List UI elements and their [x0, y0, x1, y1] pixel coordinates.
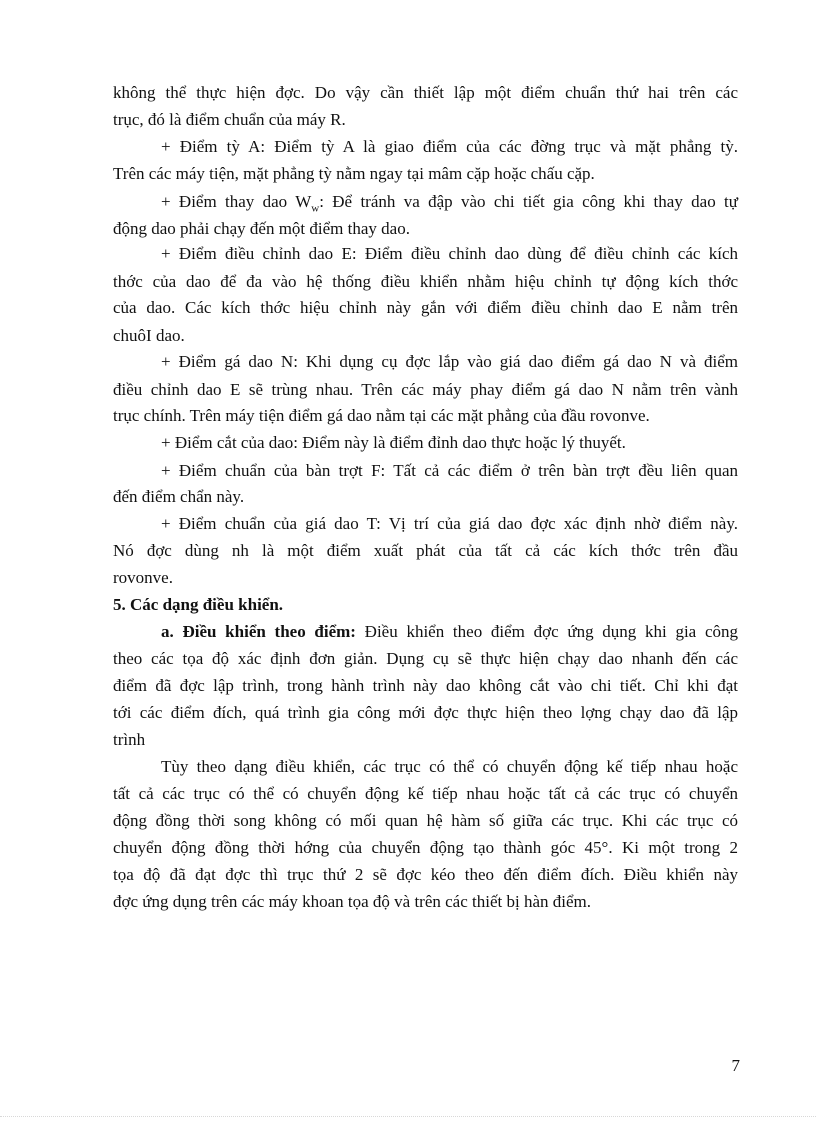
- text-span: theo các tọa độ xác định đơn giản. Dụng cụ sẽ thực hiện chạy dao nhanh đến các: [113, 649, 738, 668]
- text-span: rovonve.: [113, 568, 173, 587]
- text-span: tọa độ đã đạt đợc thì trục thứ 2 sẽ đợc kéo theo đến điểm đích. Điều khiển này: [113, 865, 738, 884]
- text-span: động đồng thời song không có mối quan hệ hàm số giữa các trục. Khi các trục có: [113, 811, 738, 830]
- text-span: không thể thực hiện đợc. Do vậy cần thiết lập một điểm chuẩn thứ hai trên các: [113, 83, 738, 102]
- text-line: [161, 461, 738, 481]
- subheading-text: a. Điều khiển theo điểm:: [161, 622, 356, 641]
- text-span: + Điểm chuẩn của giá dao T: Vị trí của giá dao đợc xác định nhờ điểm này.: [161, 514, 738, 533]
- text-span: : Để tránh va đập vào chi tiết gia công khi thay dao tự: [319, 192, 738, 211]
- text-line: [113, 541, 738, 561]
- text-span: chuôI dao.: [113, 326, 185, 345]
- text-span: Tùy theo dạng điều khiển, các trục có thể có chuyển động kế tiếp nhau hoặc: [161, 757, 738, 776]
- text-line: [113, 649, 738, 669]
- text-span: + Điểm tỳ A: Điểm tỳ A là giao điểm của các đờng trục và mặt phẳng tỳ.: [161, 137, 738, 156]
- text-line: [113, 487, 738, 507]
- subscript: w: [311, 202, 320, 215]
- text-line: [161, 192, 738, 215]
- text-span: đợc ứng dụng trên các máy khoan tọa độ và trên các thiết bị hàn điểm.: [113, 892, 591, 911]
- text-line: [113, 164, 738, 184]
- text-line: [113, 219, 738, 239]
- heading-text: 5. Các dạng điều khiển.: [113, 595, 284, 614]
- text-span: chuyển động đồng thời hớng của chuyển động tạo thành góc 45°. Ki một trong 2: [113, 838, 738, 857]
- text-line: [113, 83, 738, 103]
- text-span: điểm đã đợc lập trình, trong hành trình này dao không cắt vào chi tiết. Chỉ khi đạt: [113, 676, 738, 695]
- text-line: [113, 865, 738, 885]
- text-line: [113, 703, 738, 723]
- text-line: [113, 568, 738, 588]
- text-line: [113, 272, 738, 292]
- text-line: [161, 433, 738, 453]
- text-span: trình: [113, 730, 146, 749]
- text-line: [161, 514, 738, 534]
- text-span: thớc của dao để đa vào hệ thống điều khiển nhằm hiệu chỉnh tự động kích thớc: [113, 272, 738, 291]
- text-line: [113, 784, 738, 804]
- text-span: đến điểm chẩn này.: [113, 487, 245, 506]
- text-line: [113, 406, 738, 426]
- text-span: của dao. Các kích thớc hiệu chỉnh này gắn với điểm điều chỉnh dao E nằm trên: [113, 298, 738, 317]
- footer-divider: [0, 1116, 816, 1117]
- text-span: + Điểm thay dao W: [161, 192, 312, 211]
- text-span: động dao phải chạy đến một điểm thay dao.: [113, 219, 410, 238]
- text-span: + Điểm điều chỉnh dao E: Điểm điều chỉnh dao dùng để điều chỉnh các kích: [161, 244, 738, 263]
- text-line: [113, 730, 738, 750]
- text-span: trục chính. Trên máy tiện điểm gá dao nằm tại các mặt phẳng của đầu rovonve.: [113, 406, 650, 425]
- text-line: [113, 838, 738, 858]
- text-span: trục, đó là điểm chuẩn của máy R.: [113, 110, 346, 129]
- text-span: + Điểm cắt của dao: Điểm này là điểm đỉnh dao thực hoặc lý thuyết.: [161, 433, 626, 452]
- text-line: [161, 757, 738, 777]
- page-number: 7: [731, 1056, 740, 1075]
- text-line: [113, 110, 738, 130]
- text-span: Nó đợc dùng nh là một điểm xuất phát của tất cả các kích thớc trên đầu: [113, 541, 738, 560]
- text-line: [113, 326, 738, 346]
- text-line: [161, 244, 738, 264]
- text-span: + Điểm gá dao N: Khi dụng cụ đợc lắp vào giá dao điểm gá dao N và điểm: [161, 352, 738, 371]
- text-line: [161, 622, 738, 642]
- text-line: [113, 676, 738, 696]
- text-span: điều chỉnh dao E sẽ trùng nhau. Trên các máy phay điểm gá dao N nằm trên vành: [113, 380, 738, 399]
- section-heading: [113, 595, 738, 615]
- text-line: [113, 380, 738, 400]
- text-span: Trên các máy tiện, mặt phẳng tỳ nằm ngay tại mâm cặp hoặc chấu cặp.: [113, 164, 595, 183]
- text-line: [113, 892, 738, 912]
- text-span: Điều khiển theo điểm đợc ứng dụng khi gia công: [355, 622, 738, 641]
- text-line: [161, 352, 738, 372]
- text-line: [113, 811, 738, 831]
- text-line: [113, 298, 738, 318]
- text-span: tất cả các trục có thể có chuyển động kế tiếp nhau hoặc tất cả các trục có chuyển: [113, 784, 738, 803]
- text-span: + Điểm chuẩn của bàn trợt F: Tất cả các điểm ở trên bàn trợt đều liên quan: [161, 461, 738, 480]
- text-line: [161, 137, 738, 157]
- text-span: tới các điểm đích, quá trình gia công mới đợc thực hiện theo lợng chạy dao đã lập: [113, 703, 738, 722]
